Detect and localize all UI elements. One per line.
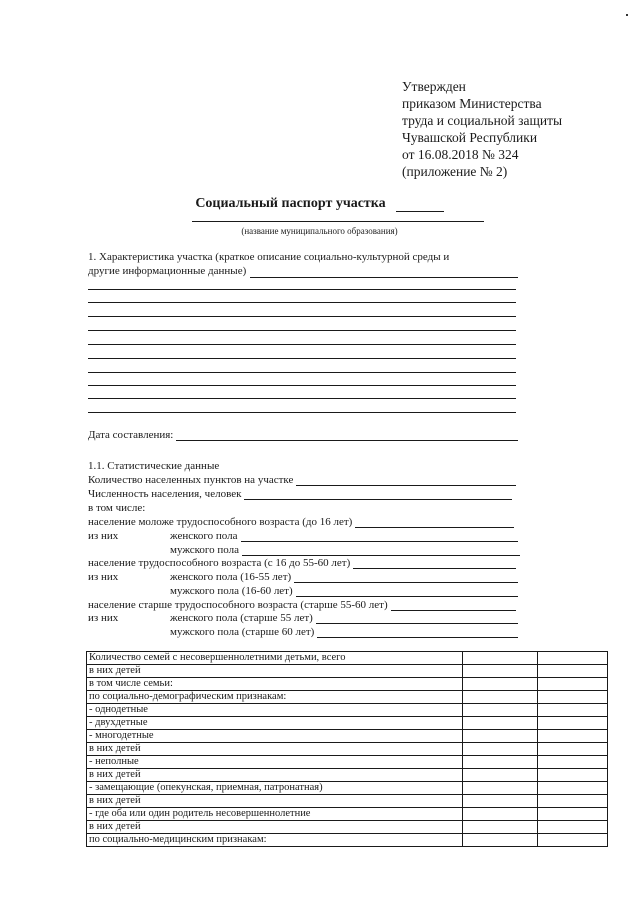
description-line[interactable]	[88, 316, 516, 317]
table-value-cell[interactable]	[538, 717, 608, 730]
older-field[interactable]	[391, 600, 516, 611]
approval-line: от 16.08.2018 № 324	[402, 147, 519, 162]
older-label: население старше трудоспособного возраста (старше 55-60 лет)	[88, 599, 388, 611]
table-row	[87, 782, 608, 795]
younger-label: население моложе трудоспособного возраста (до 16 лет)	[88, 516, 353, 528]
table-value-cell[interactable]	[463, 691, 538, 704]
description-line[interactable]	[88, 302, 516, 303]
working-male-field[interactable]	[296, 586, 518, 597]
table-row-label: в том числе семьи:	[87, 678, 463, 691]
table-value-cell[interactable]	[538, 691, 608, 704]
working-male-label: мужского пола (16-60 лет)	[170, 585, 293, 597]
table-value-cell[interactable]	[538, 756, 608, 769]
table-value-cell[interactable]	[538, 769, 608, 782]
page-title	[0, 196, 639, 212]
table-value-cell[interactable]	[538, 821, 608, 834]
working-female-row	[170, 571, 518, 583]
description-line[interactable]	[88, 398, 516, 399]
table-row	[87, 691, 608, 704]
table-value-cell[interactable]	[463, 730, 538, 743]
working-male-row	[170, 585, 518, 597]
of-them-label: из них	[88, 530, 119, 542]
table-row-label: - однодетные	[87, 704, 463, 717]
table-row	[87, 743, 608, 756]
older-row	[88, 599, 516, 611]
approval-line: Утвержден	[402, 79, 466, 94]
table-value-cell[interactable]	[538, 730, 608, 743]
table-value-cell[interactable]	[463, 717, 538, 730]
table-row-label: в них детей	[87, 821, 463, 834]
table-value-cell[interactable]	[538, 652, 608, 665]
description-line[interactable]	[88, 385, 516, 386]
table-value-cell[interactable]	[538, 795, 608, 808]
table-row	[87, 756, 608, 769]
section1-heading-line1: 1. Характеристика участка (краткое описание социально-культурной среды и	[88, 251, 450, 263]
section1-heading	[88, 250, 518, 278]
table-row	[87, 808, 608, 821]
approval-line: Чувашской Республики	[402, 130, 538, 145]
older-male-field[interactable]	[317, 627, 518, 638]
settlements-field[interactable]	[296, 475, 516, 486]
working-female-label: женского пола (16-55 лет)	[170, 571, 292, 583]
table-row-label: Количество семей с несовершеннолетними детьми, всего	[87, 652, 463, 665]
table-row-label: - где оба или один родитель несовершеннолетние	[87, 808, 463, 821]
settlements-label: Количество населенных пунктов на участке	[88, 474, 294, 486]
older-female-label: женского пола (старше 55 лет)	[170, 612, 313, 624]
table-value-cell[interactable]	[463, 769, 538, 782]
table-value-cell[interactable]	[538, 678, 608, 691]
table-row-label: в них детей	[87, 665, 463, 678]
of-them-label: из них	[88, 571, 119, 583]
section1-fill-line[interactable]	[250, 266, 518, 278]
older-male-row	[170, 626, 518, 638]
table-value-cell[interactable]	[463, 665, 538, 678]
description-line[interactable]	[88, 289, 516, 290]
table-row-label: в них детей	[87, 743, 463, 756]
working-age-field[interactable]	[353, 558, 516, 569]
younger-female-row	[170, 530, 518, 542]
table-value-cell[interactable]	[463, 834, 538, 847]
younger-male-field[interactable]	[242, 545, 520, 556]
table-row	[87, 769, 608, 782]
table-row	[87, 730, 608, 743]
younger-row	[88, 516, 514, 528]
working-age-row	[88, 557, 516, 569]
table-value-cell[interactable]	[538, 782, 608, 795]
younger-male-label: мужского пола	[170, 544, 239, 556]
description-line[interactable]	[88, 412, 516, 413]
table-value-cell[interactable]	[463, 821, 538, 834]
table-row-label: в них детей	[87, 795, 463, 808]
table-row	[87, 795, 608, 808]
working-age-label: население трудоспособного возраста (с 16 до 55-60 лет)	[88, 557, 351, 569]
older-male-label: мужского пола (старше 60 лет)	[170, 626, 315, 638]
older-female-row	[170, 612, 518, 624]
table-row-label: - неполные	[87, 756, 463, 769]
older-female-field[interactable]	[316, 613, 518, 624]
table-value-cell[interactable]	[538, 704, 608, 717]
younger-female-label: женского пола	[170, 530, 238, 542]
of-them-label: из них	[88, 612, 119, 624]
stats-heading: 1.1. Статистические данные	[88, 460, 220, 472]
table-value-cell[interactable]	[463, 704, 538, 717]
table-value-cell[interactable]	[538, 665, 608, 678]
table-row-label: - двухдетные	[87, 717, 463, 730]
table-row	[87, 665, 608, 678]
table-row	[87, 704, 608, 717]
table-row	[87, 821, 608, 834]
table-value-cell[interactable]	[463, 756, 538, 769]
date-field[interactable]	[176, 430, 518, 441]
younger-female-field[interactable]	[241, 531, 519, 542]
page-title-text: Социальный паспорт участка	[195, 196, 386, 211]
municipality-caption: (название муниципального образования)	[241, 226, 398, 236]
younger-male-row	[170, 544, 520, 556]
population-field[interactable]	[244, 489, 512, 500]
table-value-cell[interactable]	[538, 808, 608, 821]
table-row-label: в них детей	[87, 769, 463, 782]
approval-line: приказом Министерства	[402, 96, 542, 111]
approval-line: труда и социальной защиты	[402, 113, 563, 128]
description-line[interactable]	[88, 372, 516, 373]
table-row	[87, 678, 608, 691]
section1-heading-line2: другие информационные данные)	[88, 265, 247, 277]
approval-stamp	[402, 78, 562, 180]
table-value-cell[interactable]	[463, 743, 538, 756]
population-label: Численность населения, человек	[88, 488, 242, 500]
table-value-cell[interactable]	[463, 808, 538, 821]
population-row	[88, 488, 512, 500]
table-value-cell[interactable]	[463, 795, 538, 808]
municipality-blank[interactable]	[192, 221, 484, 222]
including-label: в том числе:	[88, 502, 146, 514]
table-row	[87, 834, 608, 847]
table-row	[87, 652, 608, 665]
table-value-cell[interactable]	[463, 782, 538, 795]
scan-speck	[626, 14, 628, 16]
description-line[interactable]	[88, 344, 516, 345]
table-value-cell[interactable]	[463, 678, 538, 691]
table-row-label: по социально-медицинским признакам:	[87, 834, 463, 847]
description-line[interactable]	[88, 330, 516, 331]
table-value-cell[interactable]	[538, 834, 608, 847]
table-row-label: - многодетные	[87, 730, 463, 743]
approval-line: (приложение № 2)	[402, 164, 508, 179]
table-value-cell[interactable]	[538, 743, 608, 756]
date-label: Дата составления:	[88, 429, 174, 441]
date-row	[88, 429, 518, 441]
settlements-row	[88, 474, 516, 486]
description-line[interactable]	[88, 358, 516, 359]
family-stats-table	[86, 651, 608, 847]
table-row	[87, 717, 608, 730]
working-female-field[interactable]	[294, 572, 518, 583]
table-row-label: по социально-демографическим признакам:	[87, 691, 463, 704]
table-value-cell[interactable]	[463, 652, 538, 665]
plot-number-blank[interactable]	[396, 197, 444, 212]
younger-field[interactable]	[355, 517, 514, 528]
table-row-label: - замещающие (опекунская, приемная, патронатная)	[87, 782, 463, 795]
